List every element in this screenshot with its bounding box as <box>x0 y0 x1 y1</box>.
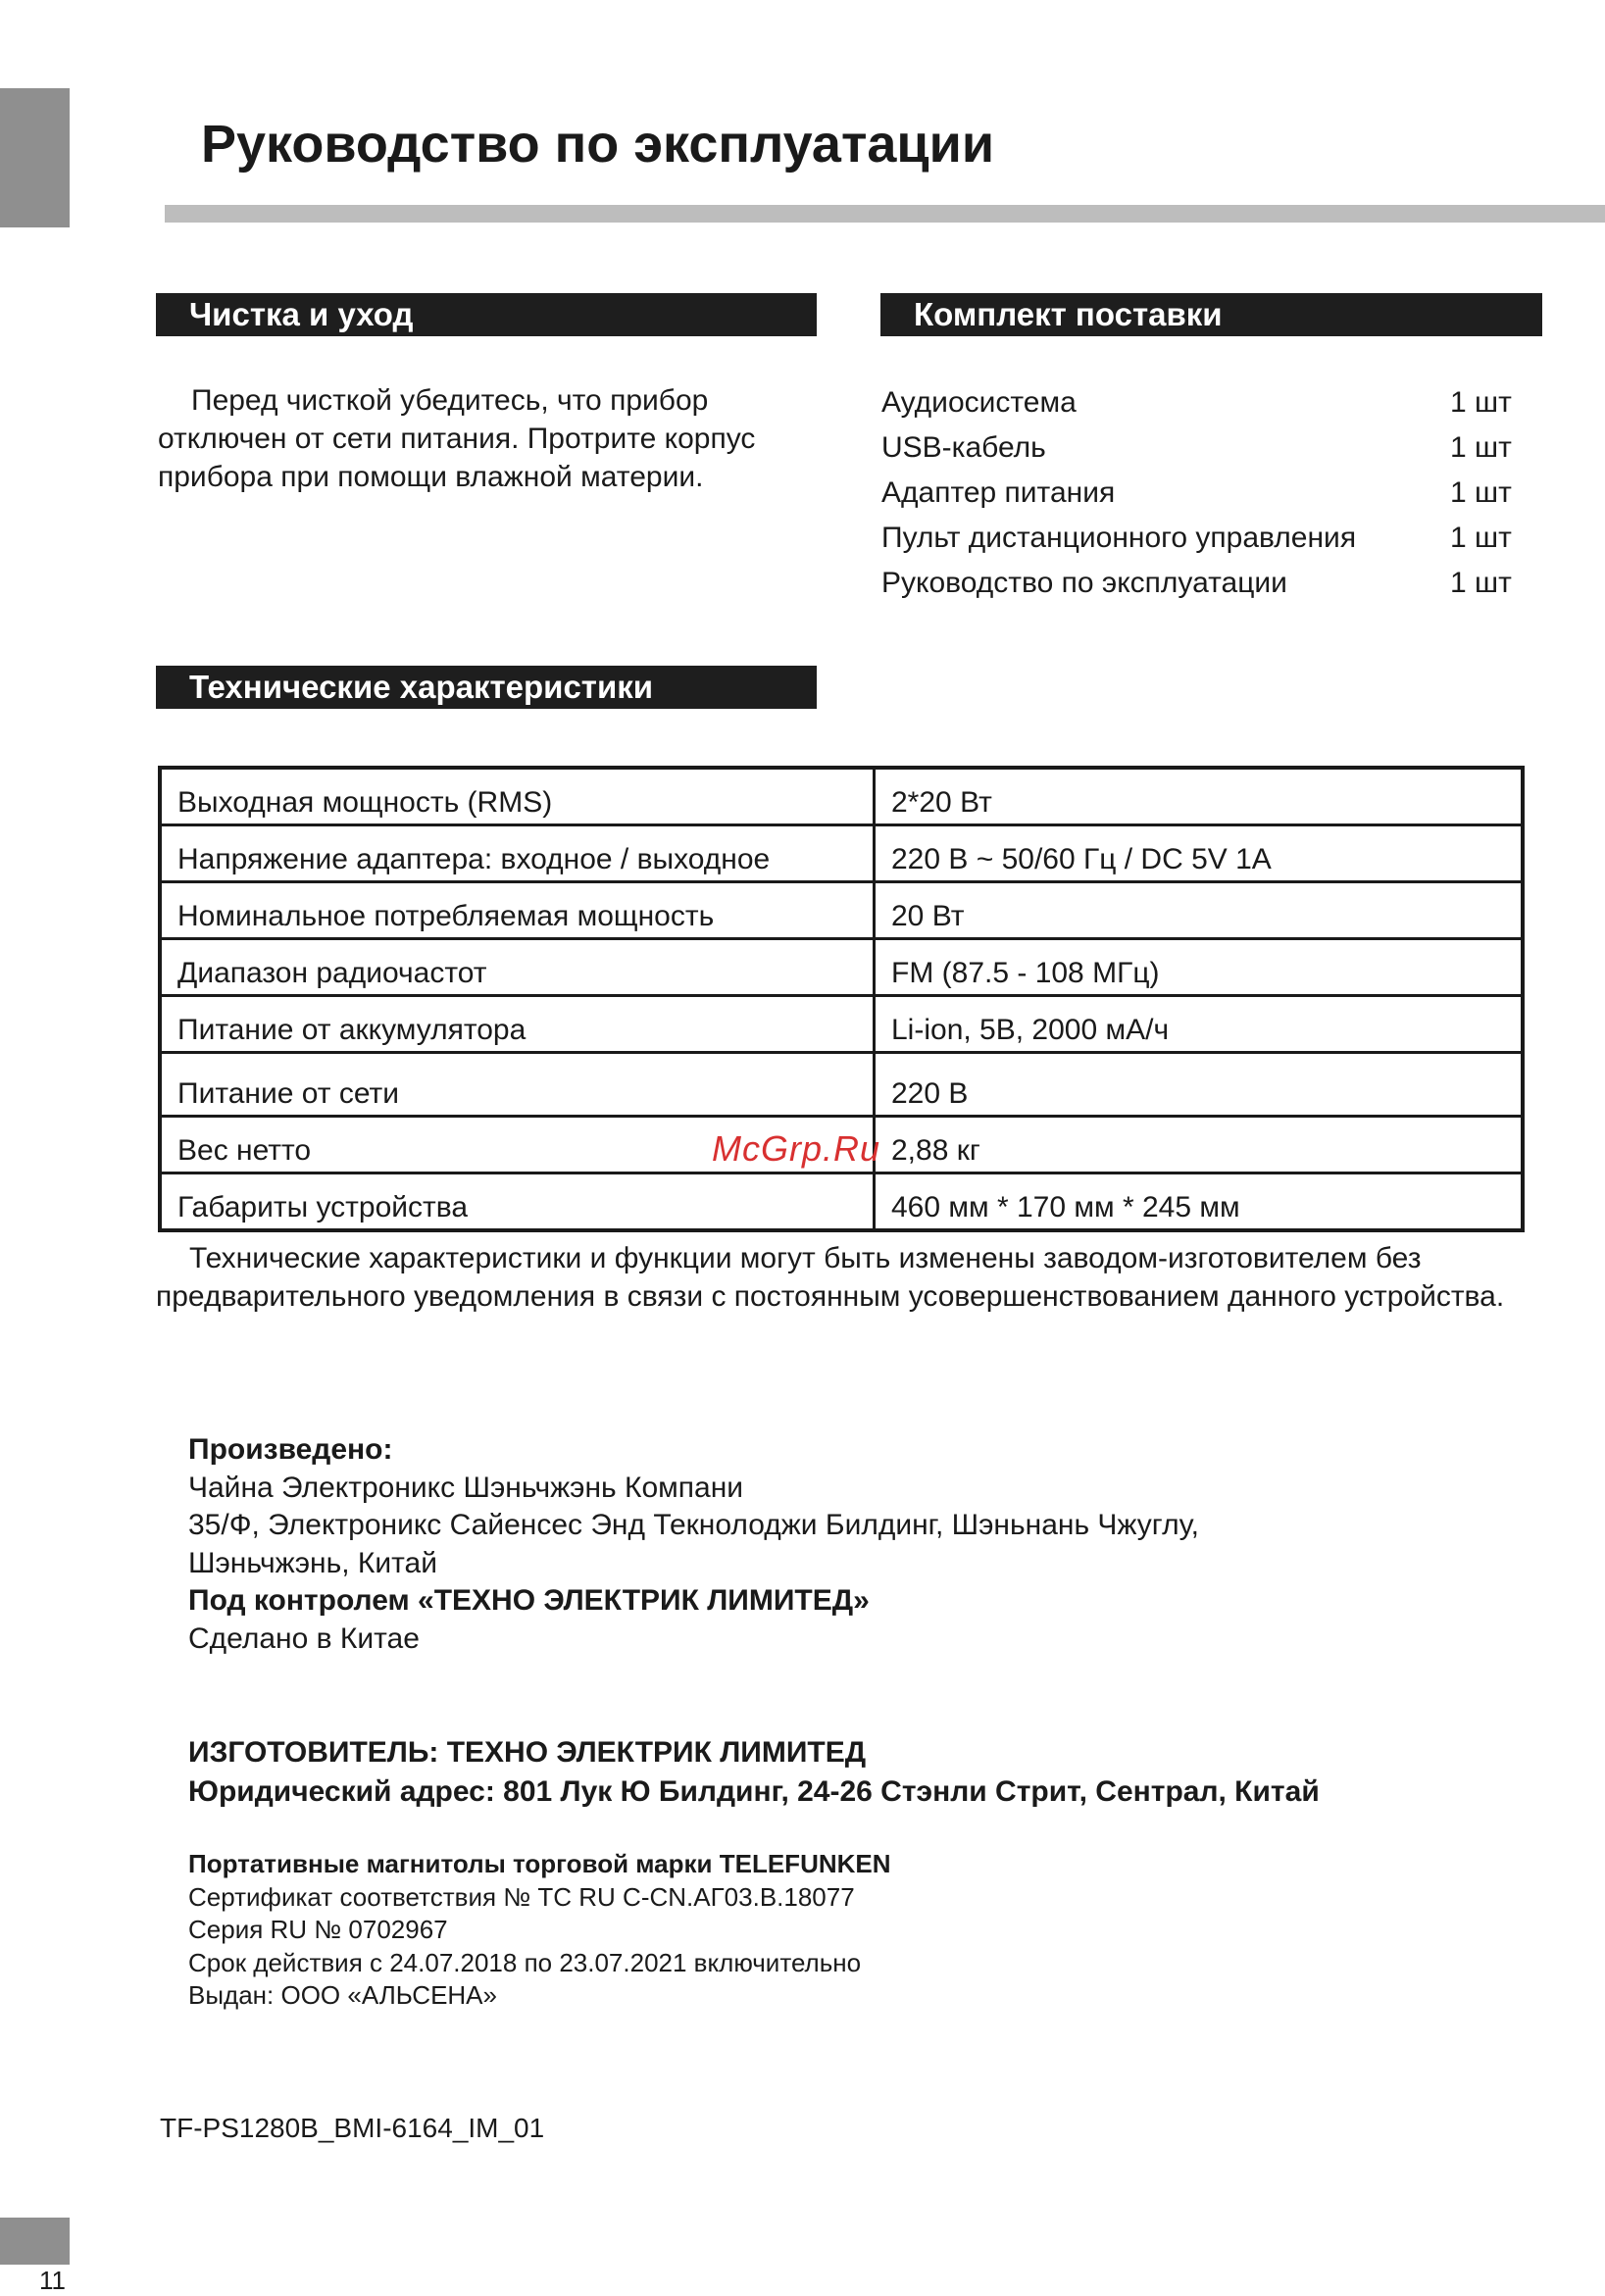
table-row <box>160 882 1523 939</box>
footer-tab-marker <box>0 2218 70 2265</box>
document-code: TF-PS1280B_BMI-6164_IM_01 <box>160 2113 545 2143</box>
made-in-line: Сделано в Китае <box>188 1622 420 1655</box>
spec-param: Диапазон радиочастот <box>160 939 875 996</box>
manufacturer-block <box>188 1431 1199 1658</box>
spec-value: 460 мм * 170 мм * 245 мм <box>875 1173 1524 1231</box>
kit-heading: Комплект поставки <box>880 293 1542 336</box>
producer-address-line2: Шэньчжэнь, Китай <box>188 1546 437 1579</box>
producer-address-line1: 35/Ф, Электроникс Сайенсес Энд Текнолоджи Билдинг, Шэньнань Чжуглу, <box>188 1509 1199 1541</box>
maker-block <box>188 1733 1320 1812</box>
maker-line2: Юридический адрес: 801 Лук Ю Билдинг, 24-26 Стэнли Стрит, Сентрал, Китай <box>188 1775 1320 1808</box>
list-item <box>881 471 1519 516</box>
spec-param: Номинальное потребляемая мощность <box>160 882 875 939</box>
cleaning-heading: Чистка и уход <box>156 293 817 336</box>
kit-item-qty: 1 шт <box>1450 476 1512 509</box>
spec-param: Напряжение адаптера: входное / выходное <box>160 825 875 882</box>
title-divider <box>165 205 1605 223</box>
page-number: 11 <box>39 2266 66 2295</box>
spec-param: Питание от сети <box>160 1053 875 1117</box>
spec-value: 2*20 Вт <box>875 768 1524 825</box>
produced-label: Произведено: <box>188 1433 393 1466</box>
spec-value: 220 В ~ 50/60 Гц / DC 5V 1A <box>875 825 1524 882</box>
cert-line1: Портативные магнитолы торговой марки TELEFUNKEN <box>188 1849 891 1878</box>
spec-param: Выходная мощность (RMS) <box>160 768 875 825</box>
cert-line3: Серия RU № 0702967 <box>188 1915 448 1944</box>
table-row <box>160 996 1523 1053</box>
control-line: Под контролем «ТЕХНО ЭЛЕКТРИК ЛИМИТЕД» <box>188 1584 870 1617</box>
table-row <box>160 1053 1523 1117</box>
spec-value: FM (87.5 - 108 МГц) <box>875 939 1524 996</box>
table-row <box>160 1173 1523 1231</box>
kit-list <box>881 380 1519 606</box>
list-item <box>881 561 1519 606</box>
spec-param: Габариты устройства <box>160 1173 875 1231</box>
kit-item-name: Пульт дистанционного управления <box>881 522 1357 554</box>
spec-value: 20 Вт <box>875 882 1524 939</box>
kit-item-name: Руководство по эксплуатации <box>881 567 1287 599</box>
list-item <box>881 425 1519 471</box>
spec-param: Вес нетто <box>160 1117 875 1173</box>
spec-value: Li-ion, 5В, 2000 мА/ч <box>875 996 1524 1053</box>
cert-line2: Сертификат соответствия № ТС RU С-CN.АГ03.В.18077 <box>188 1881 855 1912</box>
list-item <box>881 380 1519 425</box>
spec-param: Питание от аккумулятора <box>160 996 875 1053</box>
table-row <box>160 939 1523 996</box>
cleaning-text: Перед чисткой убедитесь, что прибор отключен от сети питания. Протрите корпус прибора при помощи влажной материи. <box>158 384 756 493</box>
kit-item-qty: 1 шт <box>1450 522 1512 554</box>
kit-item-name: Адаптер питания <box>881 476 1116 509</box>
kit-item-name: Аудиосистема <box>881 386 1077 419</box>
maker-line1: ИЗГОТОВИТЕЛЬ: ТЕХНО ЭЛЕКТРИК ЛИМИТЕД <box>188 1736 867 1769</box>
side-tab-marker <box>0 88 70 227</box>
cert-line5: Выдан: ООО «АЛЬСЕНА» <box>188 1980 497 2010</box>
cert-line4: Срок действия с 24.07.2018 по 23.07.2021 включительно <box>188 1947 862 1977</box>
table-row <box>160 825 1523 882</box>
kit-item-qty: 1 шт <box>1450 431 1512 464</box>
table-row <box>160 768 1523 825</box>
kit-item-qty: 1 шт <box>1450 386 1512 419</box>
kit-item-qty: 1 шт <box>1450 567 1512 599</box>
spec-value: 2,88 кг <box>875 1117 1524 1173</box>
certificate-block <box>188 1848 891 2013</box>
specs-note: Технические характеристики и функции могут быть изменены заводом-изготовителем без предварительного уведомления в связи с постоянным усовершенствованием данного устройства. <box>156 1242 1505 1313</box>
spec-value: 220 В <box>875 1053 1524 1117</box>
watermark: McGrp.Ru <box>712 1128 881 1169</box>
list-item <box>881 516 1519 561</box>
kit-item-name: USB-кабель <box>881 431 1046 464</box>
specs-heading: Технические характеристики <box>156 666 817 709</box>
producer-company: Чайна Электроникс Шэньчжэнь Компани <box>188 1471 744 1504</box>
page-title: Руководство по эксплуатации <box>201 115 995 174</box>
